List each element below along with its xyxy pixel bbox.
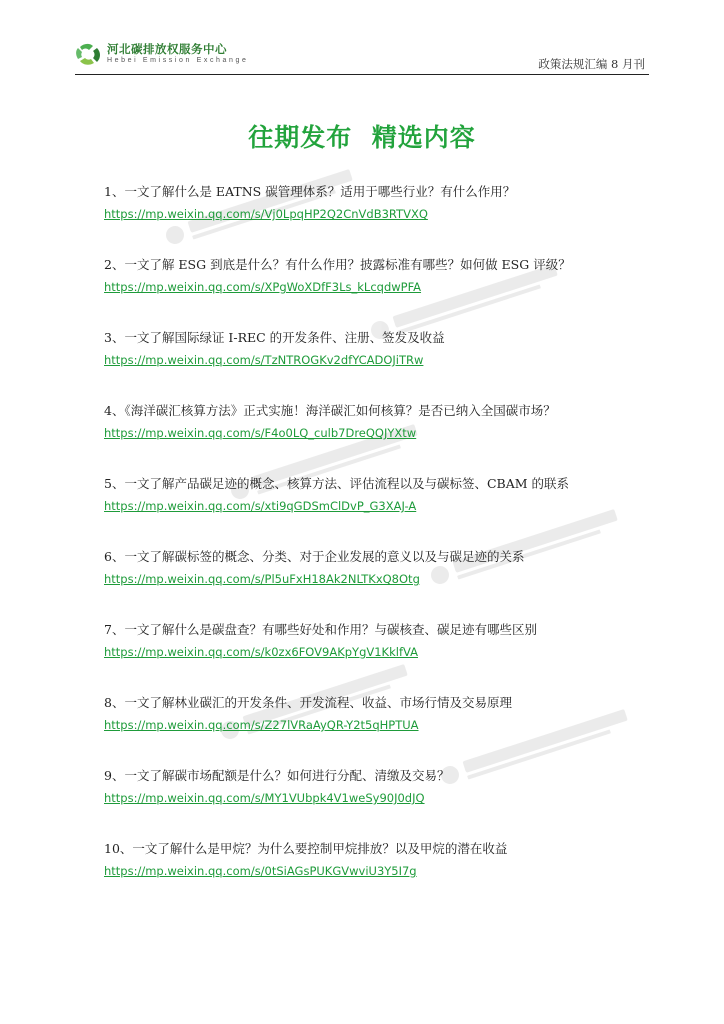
article-link[interactable]: https://mp.weixin.qq.com/s/MY1VUbpk4V1weSy90J0dJQ bbox=[104, 791, 425, 805]
page-title: 往期发布 精选内容 bbox=[248, 123, 476, 152]
page-header bbox=[75, 40, 649, 75]
article-title: 10、一文了解什么是甲烷？为什么要控制甲烷排放？以及甲烷的潜在收益 bbox=[104, 841, 508, 856]
article-list bbox=[104, 183, 664, 913]
org-name-cn: 河北碳排放权服务中心 bbox=[107, 42, 227, 56]
article-title: 4、《海洋碳汇核算方法》正式实施！海洋碳汇如何核算？是否已纳入全国碳市场？ bbox=[104, 403, 556, 418]
article-title: 9、一文了解碳市场配额是什么？如何进行分配、清缴及交易？ bbox=[104, 768, 450, 783]
article-title: 2、一文了解 ESG 到底是什么？有什么作用？披露标准有哪些？如何做 ESG 评级？ bbox=[104, 257, 571, 272]
article-link[interactable]: https://mp.weixin.qq.com/s/xti9qGDSmClDvP_G3XAJ-A bbox=[104, 499, 417, 513]
article-title: 7、一文了解什么是碳盘查？有哪些好处和作用？与碳核查、碳足迹有哪些区别 bbox=[104, 622, 537, 637]
article-link[interactable]: https://mp.weixin.qq.com/s/Vj0LpqHP2Q2CnVdB3RTVXQ bbox=[104, 207, 428, 221]
article-link[interactable]: https://mp.weixin.qq.com/s/XPgWoXDfF3Ls_kLcqdwPFA bbox=[104, 280, 422, 294]
article-item bbox=[104, 840, 664, 913]
article-title: 1、一文了解什么是 EATNS 碳管理体系？适用于哪些行业？有什么作用？ bbox=[104, 184, 516, 199]
article-item bbox=[104, 475, 664, 548]
article-link[interactable]: https://mp.weixin.qq.com/s/Z27lVRaAyQR-Y2t5qHPTUA bbox=[104, 718, 419, 732]
article-title: 8、一文了解林业碳汇的开发条件、开发流程、收益、市场行情及交易原理 bbox=[104, 695, 512, 710]
article-item bbox=[104, 402, 664, 475]
org-name-block bbox=[107, 42, 249, 66]
hebei-emission-logo-icon bbox=[75, 42, 103, 66]
article-title: 5、一文了解产品碳足迹的概念、核算方法、评估流程以及与碳标签、CBAM 的联系 bbox=[104, 476, 570, 491]
article-link[interactable]: https://mp.weixin.qq.com/s/F4o0LQ_culb7DreQQJYXtw bbox=[104, 426, 417, 440]
article-link[interactable]: https://mp.weixin.qq.com/s/0tSiAGsPUKGVwviU3Y5I7g bbox=[104, 864, 417, 878]
issue-label: 政策法规汇编 8 月刊 bbox=[538, 57, 645, 71]
article-item bbox=[104, 694, 664, 767]
article-link[interactable]: https://mp.weixin.qq.com/s/Pl5uFxH18Ak2NLTKxQ8Otg bbox=[104, 572, 420, 586]
article-item bbox=[104, 548, 664, 621]
article-item bbox=[104, 621, 664, 694]
article-title: 3、一文了解国际绿证 I-REC 的开发条件、注册、签发及收益 bbox=[104, 330, 445, 345]
org-name-en: Hebei Emission Exchange bbox=[107, 57, 249, 64]
article-link[interactable]: https://mp.weixin.qq.com/s/k0zx6FOV9AKpYgV1KklfVA bbox=[104, 645, 418, 659]
article-item bbox=[104, 329, 664, 402]
article-link[interactable]: https://mp.weixin.qq.com/s/TzNTROGKv2dfYCADOJiTRw bbox=[104, 353, 424, 367]
article-item bbox=[104, 256, 664, 329]
article-item bbox=[104, 767, 664, 840]
article-title: 6、一文了解碳标签的概念、分类、对于企业发展的意义以及与碳足迹的关系 bbox=[104, 549, 525, 564]
article-item bbox=[104, 183, 664, 256]
